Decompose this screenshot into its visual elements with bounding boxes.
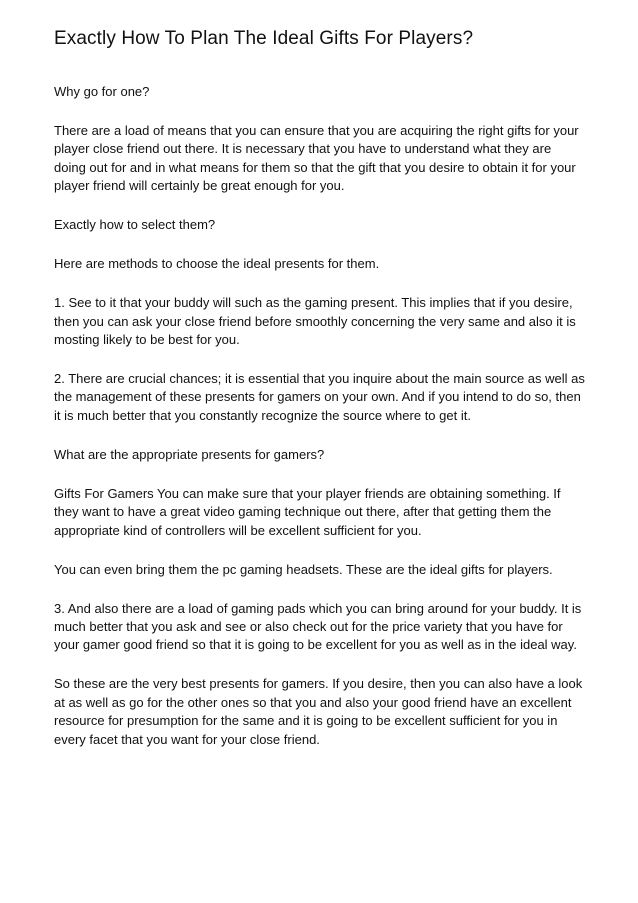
paragraph-gifts-for-gamers: Gifts For Gamers You can make sure that your player friends are obtaining something. If they want to have a great video gaming technique out there, after that getting them the appropriate kind of controllers will be excellent sufficient for you.: [54, 485, 561, 538]
paragraph-point-2: 2. There are crucial chances; it is essential that you inquire about the main source as well as the management of these presents for gamers on your own. And if you intend to do so, then it is much better that you constantly recognize the source where to get it.: [54, 371, 585, 423]
paragraph-conclusion: So these are the very best presents for gamers. If you desire, then you can also have a look at as well as go for the other ones so that you and also your good friend have an excellent resource for presumption for the same and it is going to be excellent sufficient for you in every facet that you want for your close friend.: [54, 676, 583, 747]
paragraph-appropriate-presents: What are the appropriate presents for gamers?: [54, 446, 325, 462]
paragraph-intro: There are a load of means that you can ensure that you are acquiring the right gifts for your player close friend out there. It is necessary that you have to understand what they are doing out for and in what means for them so that the gift that you desire to obtain it for your player friend will certainly be great enough for you.: [54, 123, 579, 194]
paragraph-why-go: Why go for one?: [54, 84, 150, 99]
paragraph-how-to-select: Exactly how to select them?: [54, 217, 216, 233]
paragraph-methods: Here are methods to choose the ideal presents for them.: [54, 256, 380, 272]
paragraph-point-3: 3. And also there are a load of gaming pads which you can bring around for your buddy. It is much better that you ask and see or also check out for the price variety that you have for your gamer good friend so that it is going to be excellent for you as well as in the ideal way.: [54, 600, 582, 653]
document-body: [54, 83, 586, 749]
document-title: Exactly How To Plan The Ideal Gifts For Players?: [54, 28, 474, 49]
paragraph-headsets: You can even bring them the pc gaming headsets. These are the ideal gifts for players.: [54, 561, 553, 577]
paragraph-point-1: 1. See to it that your buddy will such as the gaming present. This implies that if you desire, then you can ask your close friend before smoothly concerning the very same and also it is mosting likely to be best for you.: [54, 295, 576, 348]
